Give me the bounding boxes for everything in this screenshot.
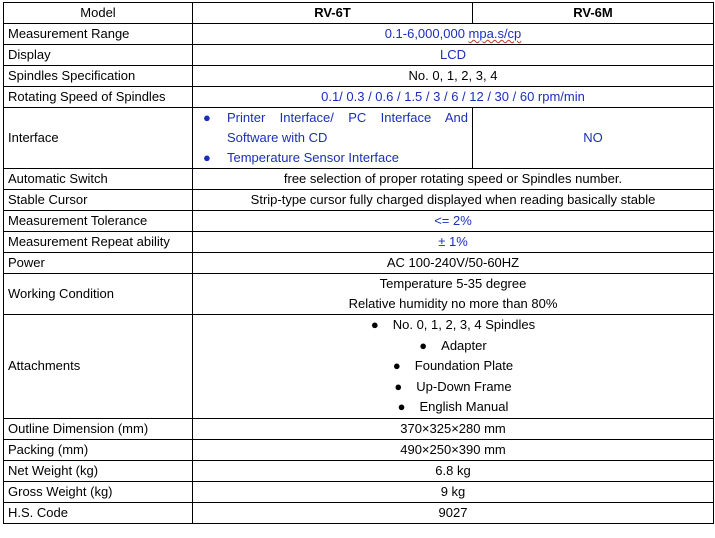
interface-item-text: Printer Interface/ PC Interface And Software with CD <box>227 110 468 145</box>
attachment-item-text: Adapter <box>441 337 487 353</box>
row-automatic-switch <box>4 169 714 190</box>
value-net-weight: 6.8 kg <box>193 460 714 481</box>
attachment-item <box>197 377 709 398</box>
label-spindles: Spindles Specification <box>4 66 193 87</box>
attachment-item-text: No. 0, 1, 2, 3, 4 Spindles <box>392 317 536 332</box>
label-display: Display <box>4 45 193 66</box>
interface-item <box>197 148 468 168</box>
label-outline: Outline Dimension (mm) <box>4 418 193 439</box>
label-repeatability: Measurement Repeat ability <box>4 232 193 253</box>
attachment-item <box>197 336 709 357</box>
row-gross-weight <box>4 481 714 502</box>
label-packing: Packing (mm) <box>4 439 193 460</box>
bullet-icon: ● <box>397 399 406 415</box>
attachment-item-text: English Manual <box>419 399 509 415</box>
row-hs-code <box>4 502 714 523</box>
value-hs-code: 9027 <box>193 502 714 523</box>
header-rv6m: RV-6M <box>473 3 714 24</box>
row-outline <box>4 418 714 439</box>
label-automatic-switch: Automatic Switch <box>4 169 193 190</box>
working-line-1: Temperature 5-35 degree <box>379 276 527 291</box>
interface-list <box>197 108 468 168</box>
attachment-item <box>197 397 709 418</box>
label-power: Power <box>4 253 193 274</box>
row-stable-cursor <box>4 190 714 211</box>
header-model: Model <box>4 3 193 24</box>
range-number: 0.1-6,000,000 <box>384 26 469 41</box>
attachments-list <box>197 315 709 418</box>
header-rv6t: RV-6T <box>193 3 473 24</box>
label-attachments: Attachments <box>4 315 193 419</box>
value-repeatability: ± 1% <box>193 232 714 253</box>
value-rotating-speed: 0.1/ 0.3 / 0.6 / 1.5 / 3 / 6 / 12 / 30 / 60 rpm/min <box>193 87 714 108</box>
row-display <box>4 45 714 66</box>
row-interface <box>4 108 714 169</box>
label-stable-cursor: Stable Cursor <box>4 190 193 211</box>
row-packing <box>4 439 714 460</box>
row-measurement-range <box>4 24 714 45</box>
value-packing: 490×250×390 mm <box>193 439 714 460</box>
value-automatic-switch: free selection of proper rotating speed or Spindles number. <box>193 169 714 190</box>
attachment-item <box>197 315 709 336</box>
row-power <box>4 253 714 274</box>
value-spindles: No. 0, 1, 2, 3, 4 <box>193 66 714 87</box>
label-rotating-speed: Rotating Speed of Spindles <box>4 87 193 108</box>
label-net-weight: Net Weight (kg) <box>4 460 193 481</box>
attachment-item <box>197 356 709 377</box>
row-rotating-speed <box>4 87 714 108</box>
row-working-condition <box>4 274 714 315</box>
label-measurement-range: Measurement Range <box>4 24 193 45</box>
label-tolerance: Measurement Tolerance <box>4 211 193 232</box>
bullet-icon: ● <box>203 110 211 125</box>
value-display: LCD <box>193 45 714 66</box>
value-working-condition <box>193 274 714 315</box>
label-working-condition: Working Condition <box>4 274 193 315</box>
value-outline: 370×325×280 mm <box>193 418 714 439</box>
bullet-icon: ● <box>203 150 211 165</box>
value-tolerance: <= 2% <box>193 211 714 232</box>
bullet-icon: ● <box>419 337 428 353</box>
bullet-icon: ● <box>370 317 379 332</box>
label-interface: Interface <box>4 108 193 169</box>
row-repeatability <box>4 232 714 253</box>
value-gross-weight: 9 kg <box>193 481 714 502</box>
bullet-icon: ● <box>394 378 403 394</box>
label-gross-weight: Gross Weight (kg) <box>4 481 193 502</box>
value-attachments <box>193 315 714 419</box>
value-interface-rv6t <box>193 108 473 169</box>
value-measurement-range <box>193 24 714 45</box>
header-row <box>4 3 714 24</box>
attachment-item-text: Up-Down Frame <box>416 378 512 394</box>
working-line-2: Relative humidity no more than 80% <box>348 296 558 311</box>
attachment-item-text: Foundation Plate <box>414 358 514 374</box>
value-stable-cursor: Strip-type cursor fully charged displayed when reading basically stable <box>193 190 714 211</box>
value-power: AC 100-240V/50-60HZ <box>193 253 714 274</box>
spec-table <box>3 2 714 524</box>
row-attachments <box>4 315 714 419</box>
value-interface-rv6m: NO <box>473 108 714 169</box>
interface-item <box>197 108 468 148</box>
range-unit: mpa.s/cp <box>468 26 522 41</box>
bullet-icon: ● <box>392 358 401 374</box>
row-spindles <box>4 66 714 87</box>
row-tolerance <box>4 211 714 232</box>
row-net-weight <box>4 460 714 481</box>
label-hs-code: H.S. Code <box>4 502 193 523</box>
interface-item-text: Temperature Sensor Interface <box>227 150 399 165</box>
